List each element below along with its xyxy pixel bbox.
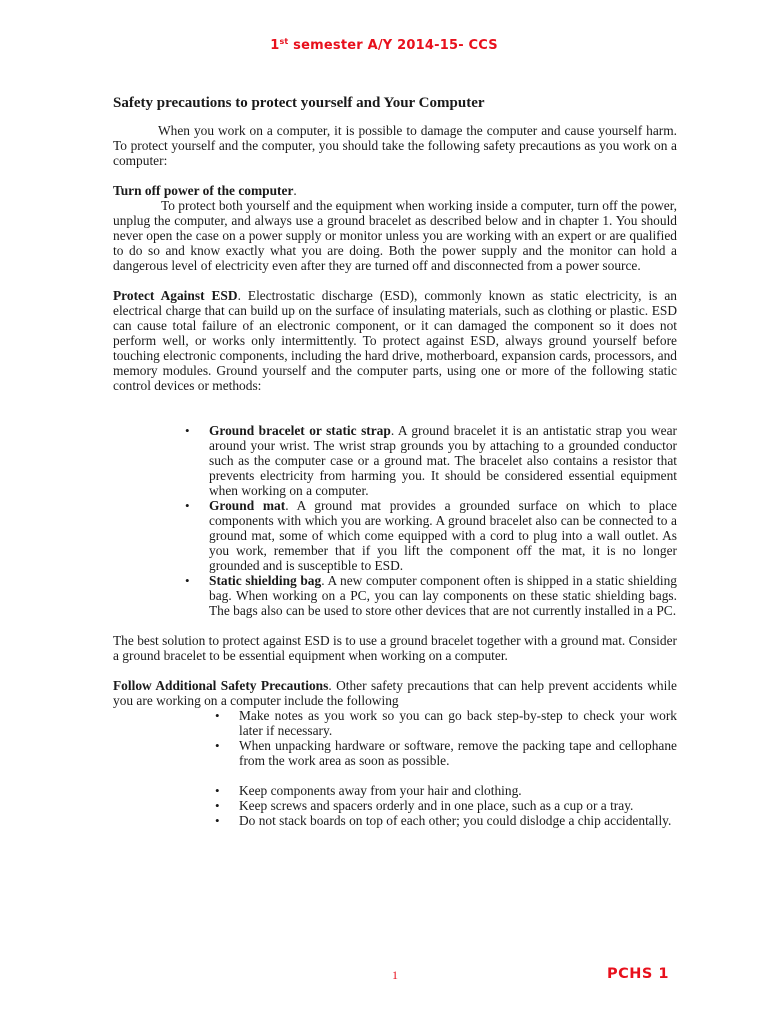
precautions-list-a	[213, 708, 677, 768]
list-item-term: Ground mat	[209, 498, 286, 513]
header-number: 1	[270, 38, 280, 53]
list-item-text: . A new computer component often is shipped in a static shielding bag. When working on a PC, you can lay components on these static shielding bags. The bags also can be used to store other devices that are not currently installed in a PC.	[209, 573, 677, 618]
list-item	[183, 498, 677, 573]
page-number: 1	[392, 968, 398, 982]
additional-text: . Other safety precautions that can help prevent accidents while you are working on a computer include the following	[113, 678, 677, 708]
intro-paragraph: When you work on a computer, it is possible to damage the computer and cause yourself harm. To protect yourself and the computer, you should take the following safety precautions as you work on a computer:	[113, 123, 677, 168]
header-superscript: st	[279, 37, 289, 46]
precautions-list-b	[213, 783, 677, 828]
section-title: Safety precautions to protect yourself and Your Computer	[113, 95, 485, 111]
list-item: • Keep components away from your hair and clothing.	[213, 783, 677, 798]
power-heading-line: Turn off power of the computer.	[113, 183, 297, 198]
additional-heading: Follow Additional Safety Precautions	[113, 678, 329, 693]
list-item: • Do not stack boards on top of each other; you could dislodge a chip accidentally.	[213, 813, 677, 828]
list-item-term: Ground bracelet or static strap	[209, 423, 391, 438]
list-item	[183, 573, 677, 618]
power-heading: Turn off power of the computer	[113, 183, 294, 198]
list-item: • Make notes as you work so you can go back step-by-step to check your work later if necessary.	[213, 708, 677, 738]
power-paragraph: To protect both yourself and the equipment when working inside a computer, turn off the power, unplug the computer, and always use a ground bracelet as described below and in chapter 1. You should never open the case on a power supply or monitor unless you are working with an expert or are qualified to do so and know exactly what you are doing. Both the power supply and the monitor can hold a dangerous level of electricity even after they are turned off and disconnected from a power source.	[113, 198, 677, 273]
list-item-text: . A ground mat provides a grounded surface on which to place components with which you are working. A ground bracelet also can be connected to a ground mat, some of which come equipped with a cord to plug into a wall outlet. As you work, remember that if you lift the component off the mat, it is no longer grounded and is susceptible to ESD.	[209, 498, 678, 573]
additional-paragraph	[113, 678, 677, 708]
list-item: • Keep screws and spacers orderly and in one place, such as a cup or a tray.	[213, 798, 677, 813]
document-header	[0, 37, 768, 53]
esd-heading: Protect Against ESD	[113, 288, 238, 303]
list-item: • When unpacking hardware or software, remove the packing tape and cellophane from the work area as soon as possible.	[213, 738, 677, 768]
list-item-text: . A ground bracelet it is an antistatic strap you wear around your wrist. The wrist strap grounds you by attaching to a grounded conductor such as the computer case or a ground mat. The bracelet also contains a resistor that prevents electricity from harming you. It should be considered essential equipment when working on a computer.	[209, 423, 677, 498]
footer-label: PCHS 1	[607, 966, 669, 982]
esd-text: . Electrostatic discharge (ESD), commonly known as static electricity, is an electrical charge that can build up on the surface of insulating materials, such as clothing or plastic. ESD can cause total failure of an electronic component, or it can damaged the component so it does not perform well, or works only intermittently. To protect against ESD, always ground yourself before touching electronic components, including the hard drive, motherboard, expansion cards, processors, and memory modules. Ground yourself and the computer parts, using one or more of the following static control devices or methods:	[113, 288, 677, 393]
list-item-term: Static shielding bag	[209, 573, 322, 588]
list-item	[183, 423, 677, 498]
header-text: semester A/Y 2014-15- CCS	[288, 38, 498, 53]
best-solution-paragraph: The best solution to protect against ESD is to use a ground bracelet together with a ground mat. Consider a ground bracelet to be essential equipment when working on a computer.	[113, 633, 677, 663]
esd-paragraph	[113, 288, 677, 393]
esd-methods-list	[183, 423, 677, 618]
document-body	[113, 95, 677, 828]
